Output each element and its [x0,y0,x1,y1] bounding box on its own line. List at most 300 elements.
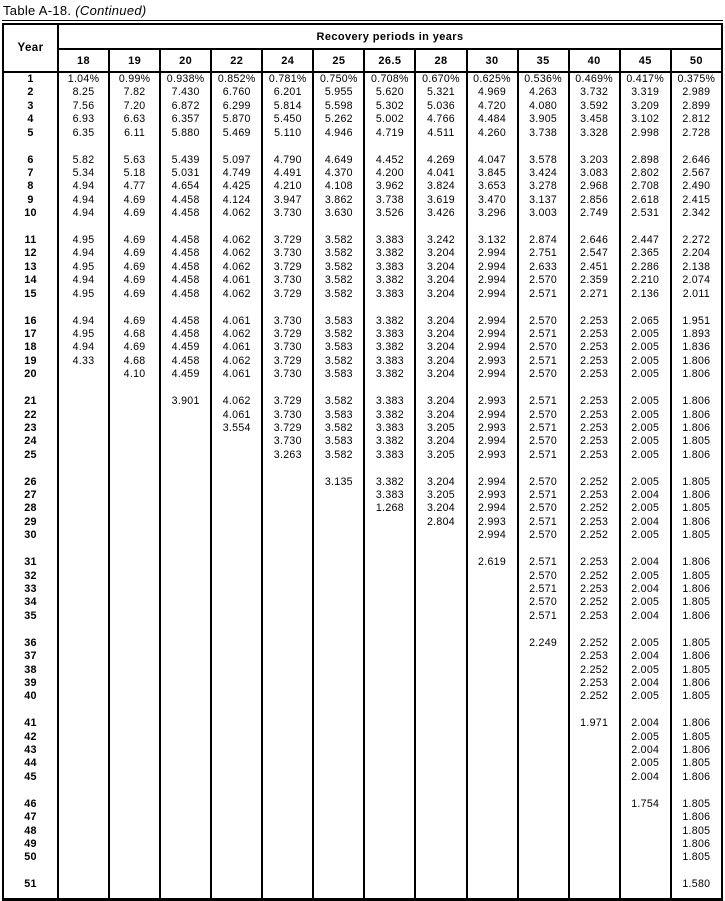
spacer-cell [160,221,211,235]
spacer-cell [620,784,671,798]
rate-cell: 3.383 [364,261,415,274]
rate-cell [109,744,160,757]
rate-cell: 2.005 [620,449,671,462]
spacer-cell [364,140,415,154]
spacer-cell [518,623,569,637]
rate-cell: 2.646 [569,234,620,247]
rate-cell [262,489,313,502]
rate-cell [58,717,109,730]
rate-cell [109,798,160,811]
rate-cell: 2.252 [569,664,620,677]
rate-cell: 2.447 [620,234,671,247]
rate-cell: 4.94 [58,194,109,207]
rate-cell [569,811,620,824]
rate-cell: 0.852% [211,72,262,86]
rate-cell [518,717,569,730]
rate-cell: 7.430 [160,86,211,99]
rate-cell: 4.749 [211,167,262,180]
rate-cell: 2.253 [569,422,620,435]
year-cell: 42 [3,731,58,744]
spacer-cell [364,865,415,879]
rate-cell: 0.536% [518,72,569,86]
rate-cell [313,664,364,677]
rate-cell: 4.458 [160,194,211,207]
rate-cell [211,650,262,663]
rate-cell: 2.004 [620,556,671,569]
rate-cell: 2.728 [671,127,722,140]
spacer-cell [313,623,364,637]
rate-cell: 3.905 [518,113,569,126]
spacer-cell [620,704,671,718]
rate-cell: 0.938% [160,72,211,86]
rate-cell: 6.299 [211,100,262,113]
rate-cell: 2.451 [569,261,620,274]
rate-cell: 3.582 [313,395,364,408]
rate-cell: 3.135 [313,476,364,489]
rate-cell: 2.994 [467,274,518,287]
group-spacer-row [3,301,722,315]
table-row [3,355,722,368]
spacer-cell [415,382,466,396]
rate-cell [109,422,160,435]
rate-cell [109,435,160,448]
rate-cell [467,677,518,690]
rate-cell: 2.253 [569,395,620,408]
spacer-cell [262,865,313,879]
spacer-cell [313,543,364,557]
table-row [3,677,722,690]
rate-cell: 2.253 [569,328,620,341]
rate-cell: 1.806 [671,744,722,757]
rate-cell: 3.204 [415,328,466,341]
group-spacer-row [3,543,722,557]
spacer-cell [569,382,620,396]
rate-cell: 2.253 [569,489,620,502]
rate-cell [109,476,160,489]
rate-cell [569,757,620,770]
rate-cell [518,771,569,784]
rate-cell: 6.201 [262,86,313,99]
year-cell: 7 [3,167,58,180]
rate-cell [518,664,569,677]
rate-cell: 4.94 [58,274,109,287]
spacer-cell [364,382,415,396]
rate-cell: 4.69 [109,288,160,301]
year-cell: 4 [3,113,58,126]
rate-cell [415,650,466,663]
rate-cell [262,757,313,770]
rate-cell [364,610,415,623]
rate-cell [109,596,160,609]
rate-cell: 2.005 [620,422,671,435]
spacer-cell [262,623,313,637]
rate-cell: 0.670% [415,72,466,86]
rate-cell [160,516,211,529]
spacer-cell [313,382,364,396]
spacer-cell [262,301,313,315]
table-row [3,409,722,422]
rate-cell: 3.383 [364,288,415,301]
table-row [3,234,722,247]
rate-cell: 2.252 [569,690,620,703]
rate-cell [364,771,415,784]
rate-cell [364,664,415,677]
rate-cell: 1.805 [671,435,722,448]
rate-cell: 2.571 [518,556,569,569]
spacer-cell [160,784,211,798]
table-row [3,449,722,462]
rate-cell [620,811,671,824]
rate-cell: 4.458 [160,288,211,301]
year-cell: 18 [3,341,58,354]
rate-cell: 3.738 [518,127,569,140]
rate-cell [109,516,160,529]
rate-cell: 2.005 [620,637,671,650]
rate-cell: 3.730 [262,315,313,328]
rate-cell: 5.439 [160,154,211,167]
spacer-cell [364,543,415,557]
rate-cell [415,570,466,583]
rate-cell [364,717,415,730]
spacer-cell [518,301,569,315]
rate-cell: 2.005 [620,529,671,542]
rate-cell: 2.570 [518,341,569,354]
spacer-cell [160,892,211,900]
spacer-cell [313,892,364,900]
spacer-cell [467,543,518,557]
spacer-cell [109,623,160,637]
year-cell: 16 [3,315,58,328]
spacer-cell [415,221,466,235]
spacer-cell [3,301,58,315]
year-cell: 23 [3,422,58,435]
rate-cell: 3.383 [364,422,415,435]
rate-cell: 3.730 [262,368,313,381]
spacer-cell [518,140,569,154]
spacer-cell [415,704,466,718]
rate-cell [262,502,313,515]
rate-cell: 1.805 [671,851,722,864]
spacer-cell [569,704,620,718]
rate-cell [364,838,415,851]
rate-cell: 4.69 [109,194,160,207]
spacer-cell [109,704,160,718]
recovery-period-col-45: 45 [620,49,671,72]
spacer-cell [620,543,671,557]
rate-cell: 5.814 [262,100,313,113]
group-spacer-row [3,784,722,798]
rate-cell [415,610,466,623]
table-row [3,341,722,354]
rate-cell: 3.296 [467,207,518,220]
rate-cell: 2.005 [620,341,671,354]
rate-cell [109,851,160,864]
rate-cell [58,677,109,690]
rate-cell: 1.806 [671,771,722,784]
rate-cell [262,570,313,583]
rate-cell: 2.898 [620,154,671,167]
rate-cell: 4.061 [211,409,262,422]
rate-cell [415,556,466,569]
rate-cell [109,556,160,569]
rate-cell: 3.426 [415,207,466,220]
rate-cell [415,677,466,690]
rate-cell [211,516,262,529]
rate-cell: 4.10 [109,368,160,381]
rate-cell: 5.34 [58,167,109,180]
rate-cell: 2.004 [620,650,671,663]
rate-cell [58,757,109,770]
rate-cell: 4.69 [109,207,160,220]
table-row [3,811,722,824]
rate-cell: 5.302 [364,100,415,113]
rate-cell [211,529,262,542]
header-row-group [3,24,722,49]
rate-cell: 4.080 [518,100,569,113]
rate-cell: 4.95 [58,288,109,301]
rate-cell: 4.458 [160,274,211,287]
rate-cell: 1.806 [671,838,722,851]
rate-cell: 5.031 [160,167,211,180]
rate-cell: 3.383 [364,449,415,462]
group-spacer-row [3,892,722,900]
rate-cell: 5.110 [262,127,313,140]
rate-cell: 3.582 [313,449,364,462]
rate-cell [518,744,569,757]
table-row [3,127,722,140]
rate-cell [160,556,211,569]
rate-cell: 3.582 [313,422,364,435]
table-row [3,113,722,126]
rate-cell [467,825,518,838]
year-cell: 30 [3,529,58,542]
rate-cell: 2.993 [467,422,518,435]
rate-cell: 3.204 [415,288,466,301]
recovery-period-col-20: 20 [160,49,211,72]
rate-cell [313,502,364,515]
year-cell: 43 [3,744,58,757]
rate-cell: 3.382 [364,341,415,354]
table-row [3,422,722,435]
rate-cell: 3.383 [364,234,415,247]
table-row [3,72,722,86]
table-row [3,100,722,113]
year-cell: 31 [3,556,58,569]
recovery-period-col-30: 30 [467,49,518,72]
rate-cell: 3.730 [262,274,313,287]
rate-cell: 1.806 [671,422,722,435]
rate-cell [58,449,109,462]
rate-cell: 4.269 [415,154,466,167]
rate-cell: 5.321 [415,86,466,99]
rate-cell: 3.526 [364,207,415,220]
year-cell: 40 [3,690,58,703]
spacer-cell [518,892,569,900]
spacer-cell [518,865,569,879]
rate-cell: 3.204 [415,247,466,260]
rate-cell: 5.469 [211,127,262,140]
rate-cell: 2.646 [671,154,722,167]
rate-cell: 4.061 [211,315,262,328]
rate-cell: 2.618 [620,194,671,207]
rate-cell: 3.583 [313,368,364,381]
group-spacer-row [3,623,722,637]
spacer-cell [364,704,415,718]
rate-cell: 4.94 [58,180,109,193]
rate-cell: 0.469% [569,72,620,86]
rate-cell: 3.619 [415,194,466,207]
rate-cell [518,838,569,851]
rate-cell: 3.578 [518,154,569,167]
rate-cell [313,757,364,770]
rate-cell: 2.253 [569,583,620,596]
spacer-cell [211,221,262,235]
rate-cell: 6.11 [109,127,160,140]
year-cell: 50 [3,851,58,864]
rate-cell: 3.729 [262,261,313,274]
rate-cell: 2.751 [518,247,569,260]
rate-cell: 2.252 [569,570,620,583]
year-cell: 20 [3,368,58,381]
rate-cell [211,798,262,811]
spacer-cell [569,140,620,154]
year-cell: 22 [3,409,58,422]
spacer-cell [467,892,518,900]
spacer-cell [211,892,262,900]
rate-cell: 2.490 [671,180,722,193]
rate-cell: 3.653 [467,180,518,193]
rate-cell [415,744,466,757]
rate-cell: 4.062 [211,395,262,408]
rate-cell: 1.805 [671,570,722,583]
spacer-cell [620,221,671,235]
recovery-period-col-26.5: 26.5 [364,49,415,72]
rate-cell [109,409,160,422]
rate-cell [58,744,109,757]
rate-cell [415,811,466,824]
rate-cell [160,717,211,730]
rate-cell [313,677,364,690]
rate-cell [364,731,415,744]
rate-cell: 3.137 [518,194,569,207]
year-cell: 13 [3,261,58,274]
rate-cell: 6.63 [109,113,160,126]
rate-cell: 2.005 [620,757,671,770]
rate-cell [211,489,262,502]
spacer-cell [3,865,58,879]
rate-cell [211,757,262,770]
rate-cell [467,690,518,703]
rate-cell [58,476,109,489]
rate-cell [313,851,364,864]
spacer-cell [160,704,211,718]
rate-cell: 4.458 [160,328,211,341]
rate-cell: 1.805 [671,731,722,744]
rate-cell: 3.383 [364,355,415,368]
rate-cell: 2.571 [518,610,569,623]
rate-cell: 3.729 [262,288,313,301]
rate-cell: 2.571 [518,355,569,368]
rate-cell: 4.766 [415,113,466,126]
rate-cell: 2.994 [467,502,518,515]
rate-cell: 2.994 [467,288,518,301]
recovery-period-col-28: 28 [415,49,466,72]
table-row [3,529,722,542]
rate-cell: 1.805 [671,476,722,489]
rate-cell [262,677,313,690]
group-spacer-row [3,382,722,396]
rate-cell: 4.458 [160,207,211,220]
rate-cell: 2.994 [467,261,518,274]
rate-cell: 2.994 [467,409,518,422]
spacer-cell [620,140,671,154]
year-cell: 1 [3,72,58,86]
rate-cell [364,744,415,757]
table-row [3,583,722,596]
rate-cell: 1.805 [671,596,722,609]
rate-cell: 1.805 [671,529,722,542]
rate-cell: 4.95 [58,234,109,247]
rate-cell [109,489,160,502]
rate-cell: 2.993 [467,449,518,462]
year-cell: 10 [3,207,58,220]
spacer-cell [467,462,518,476]
rate-cell: 2.065 [620,315,671,328]
spacer-cell [467,623,518,637]
spacer-cell [671,892,722,900]
rate-cell: 2.570 [518,596,569,609]
rate-cell: 4.458 [160,261,211,274]
recovery-period-col-35: 35 [518,49,569,72]
spacer-cell [518,704,569,718]
table-row [3,368,722,381]
rate-cell: 1.806 [671,610,722,623]
rate-cell: 2.531 [620,207,671,220]
recovery-period-col-50: 50 [671,49,722,72]
rate-cell: 1.805 [671,664,722,677]
table-row [3,851,722,864]
rate-cell: 4.68 [109,355,160,368]
table-row [3,596,722,609]
rate-cell: 3.278 [518,180,569,193]
table-row [3,516,722,529]
spacer-cell [3,784,58,798]
table-row [3,167,722,180]
rate-cell: 2.005 [620,731,671,744]
rate-cell: 4.69 [109,261,160,274]
rate-cell: 2.570 [518,529,569,542]
spacer-cell [109,784,160,798]
rate-cell: 4.458 [160,315,211,328]
spacer-cell [160,462,211,476]
spacer-cell [109,301,160,315]
table-row [3,771,722,784]
rate-cell: 1.836 [671,341,722,354]
table-row [3,690,722,703]
spacer-cell [3,140,58,154]
spacer-cell [58,382,109,396]
year-cell: 17 [3,328,58,341]
rate-cell [569,731,620,744]
spacer-cell [569,892,620,900]
rate-cell: 3.582 [313,328,364,341]
table-row [3,757,722,770]
table-title-continued: (Continued) [75,3,147,18]
rate-cell [58,664,109,677]
rate-cell [58,489,109,502]
rate-cell [467,798,518,811]
year-cell: 11 [3,234,58,247]
